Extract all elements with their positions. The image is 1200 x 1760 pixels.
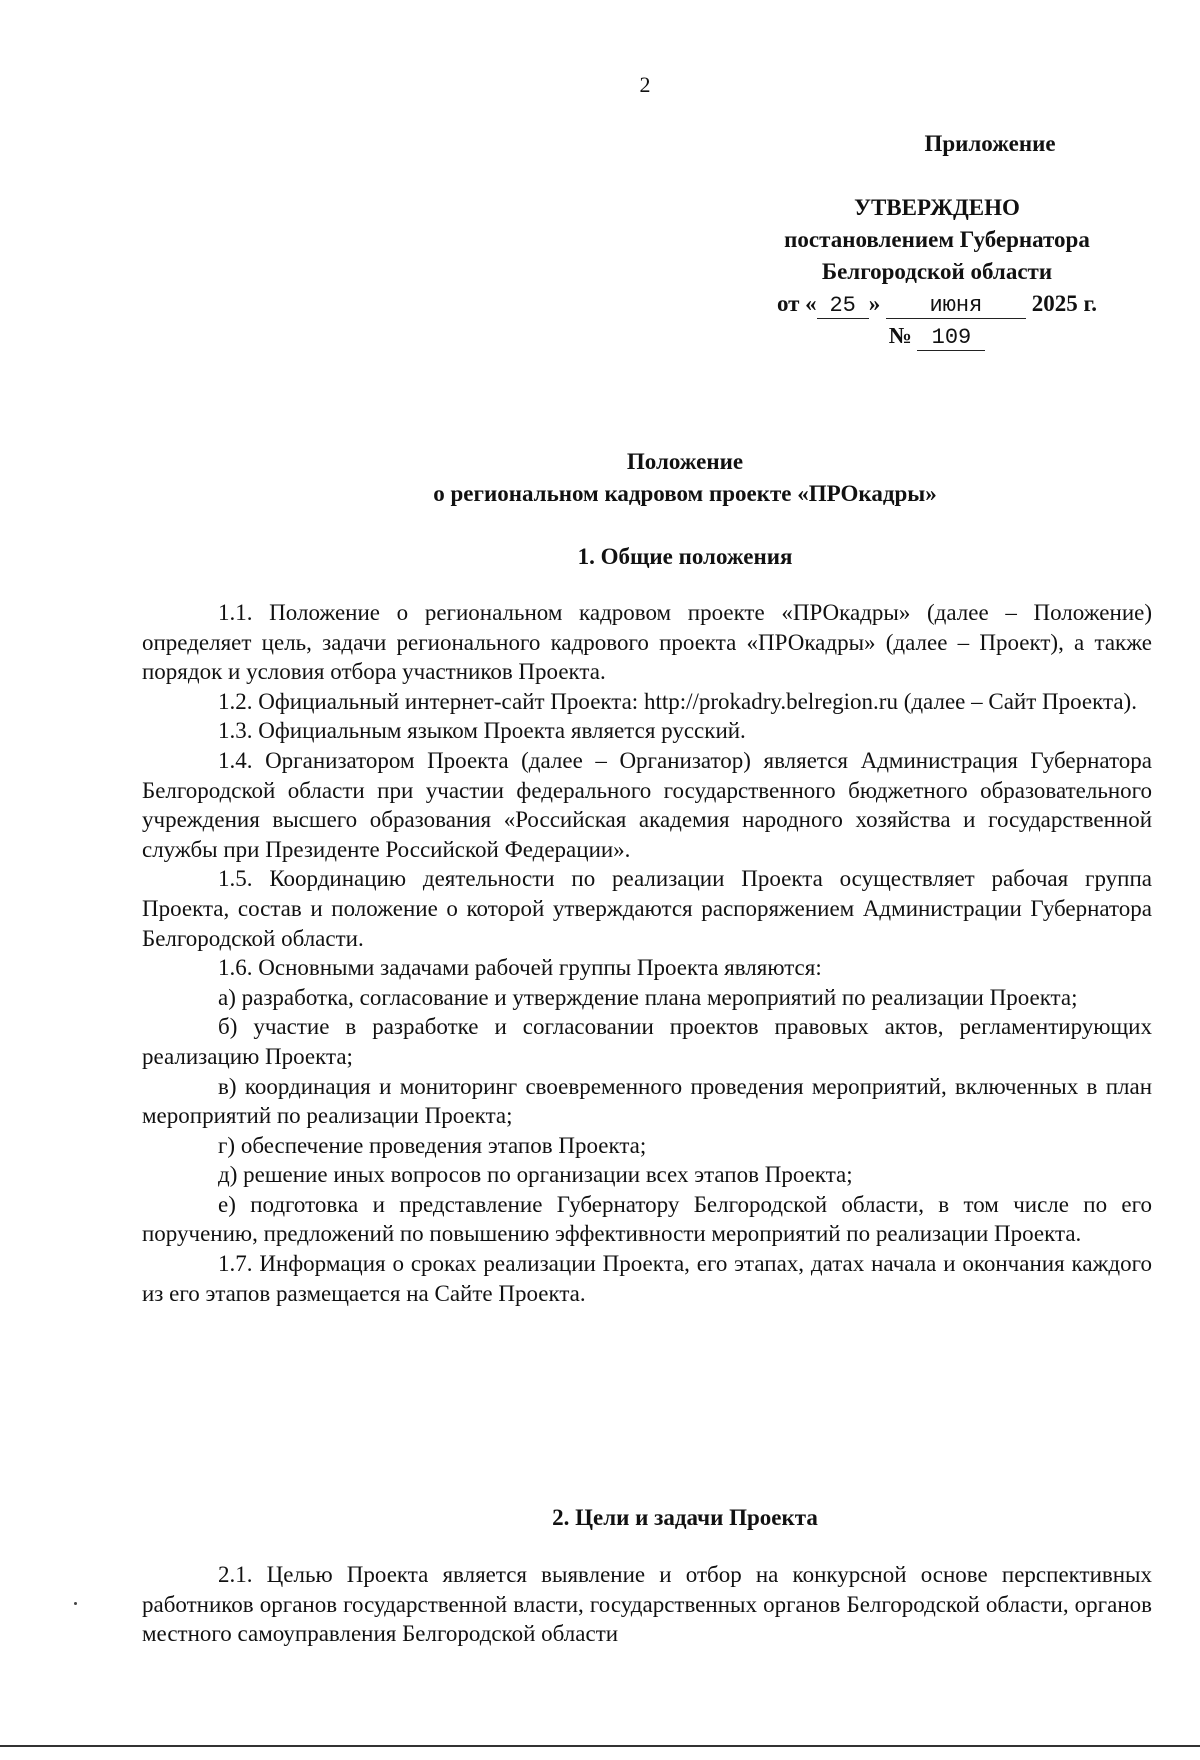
paragraph-1-6-g: г) обеспечение проведения этапов Проекта;	[218, 1132, 647, 1158]
approved-heading: УТВЕРЖДЕНО	[854, 195, 1020, 220]
section-2-heading: 2. Цели и задачи Проекта	[552, 1505, 818, 1530]
date-day: 25	[817, 294, 869, 319]
scan-speck	[74, 1602, 77, 1605]
number-prefix: №	[888, 323, 912, 348]
paragraph-1-5: 1.5. Координацию деятельности по реализации Проекта осуществляет рабочая группа Проекта, состав и положение о которой утверждаются распоряжением Администрации Губернатора Белгородской области.	[142, 866, 1152, 951]
paragraph-1-1: 1.1. Положение о региональном кадровом проекте «ПРОкадры» (далее – Положение) определяет цель, задачи регионального кадрового проекта «ПРОкадры» (далее – Проект), а также порядок и условия отбора участников Проекта.	[142, 600, 1152, 685]
date-month: июня	[886, 294, 1026, 319]
paragraph-1-6-v: в) координация и мониторинг своевременного проведения мероприятий, включенных в план мероприятий по реализации Проекта;	[142, 1073, 1152, 1129]
document-number: 109	[917, 326, 985, 351]
paragraph-2-1: 2.1. Целью Проекта является выявление и отбор на конкурсной основе перспективных работников органов государственной власти, государственных органов Белгородской области, органов местного самоуправления Белгородской области	[142, 1562, 1152, 1647]
date-prefix: от «	[776, 291, 817, 316]
paragraph-1-2: 1.2. Официальный интернет-сайт Проекта: http://prokadry.belregion.ru (далее – Сайт Проекта).	[218, 688, 1137, 714]
paragraph-1-4: 1.4. Организатором Проекта (далее – Организатор) является Администрация Губернатора Белгородской области при участии федерального государственного бюджетного образовательного учреждения высшего образования «Российская академия народного хозяйства и государственной службы при Президенте Российской Федерации».	[142, 747, 1152, 862]
paragraph-1-6-b: б) участие в разработке и согласовании проектов правовых актов, регламентирующих реализацию Проекта;	[142, 1014, 1152, 1069]
section-2-body	[142, 1560, 1152, 1649]
document-title-line-2: о региональном кадровом проекте «ПРОкадры»	[433, 481, 937, 506]
paragraph-1-3: 1.3. Официальным языком Проекта является русский.	[218, 718, 746, 744]
paragraph-1-6: 1.6. Основными задачами рабочей группы Проекта являются:	[218, 955, 822, 981]
paragraph-1-6-e: е) подготовка и представление Губернатору Белгородской области, в том числе по его поручению, предложений по повышению эффективности мероприятий по реализации Проекта.	[142, 1191, 1152, 1247]
approval-date-line	[752, 288, 1122, 320]
page-number: 2	[639, 72, 651, 97]
date-mid: »	[868, 291, 881, 316]
approved-by-line-2: Белгородской области	[821, 259, 1053, 284]
document-title-line-1: Положение	[626, 449, 744, 474]
paragraph-1-6-a: а) разработка, согласование и утверждение плана мероприятий по реализации Проекта;	[218, 984, 1078, 1010]
section-1-body	[142, 598, 1152, 1308]
section-1-heading: 1. Общие положения	[577, 544, 793, 569]
document-title	[0, 446, 1200, 510]
scan-edge-line	[0, 1745, 1200, 1747]
approval-number-line	[752, 320, 1122, 352]
approval-stamp-block	[752, 192, 1122, 352]
approved-by-line-1: постановлением Губернатора	[784, 227, 1090, 252]
paragraph-1-6-d: д) решение иных вопросов по организации всех этапов Проекта;	[218, 1162, 853, 1188]
paragraph-1-7: 1.7. Информация о сроках реализации Проекта, его этапах, датах начала и окончания каждого из его этапов размещается на Сайте Проекта.	[142, 1251, 1152, 1306]
date-year: 2025 г.	[1031, 291, 1098, 316]
appendix-label: Приложение	[924, 131, 1056, 156]
